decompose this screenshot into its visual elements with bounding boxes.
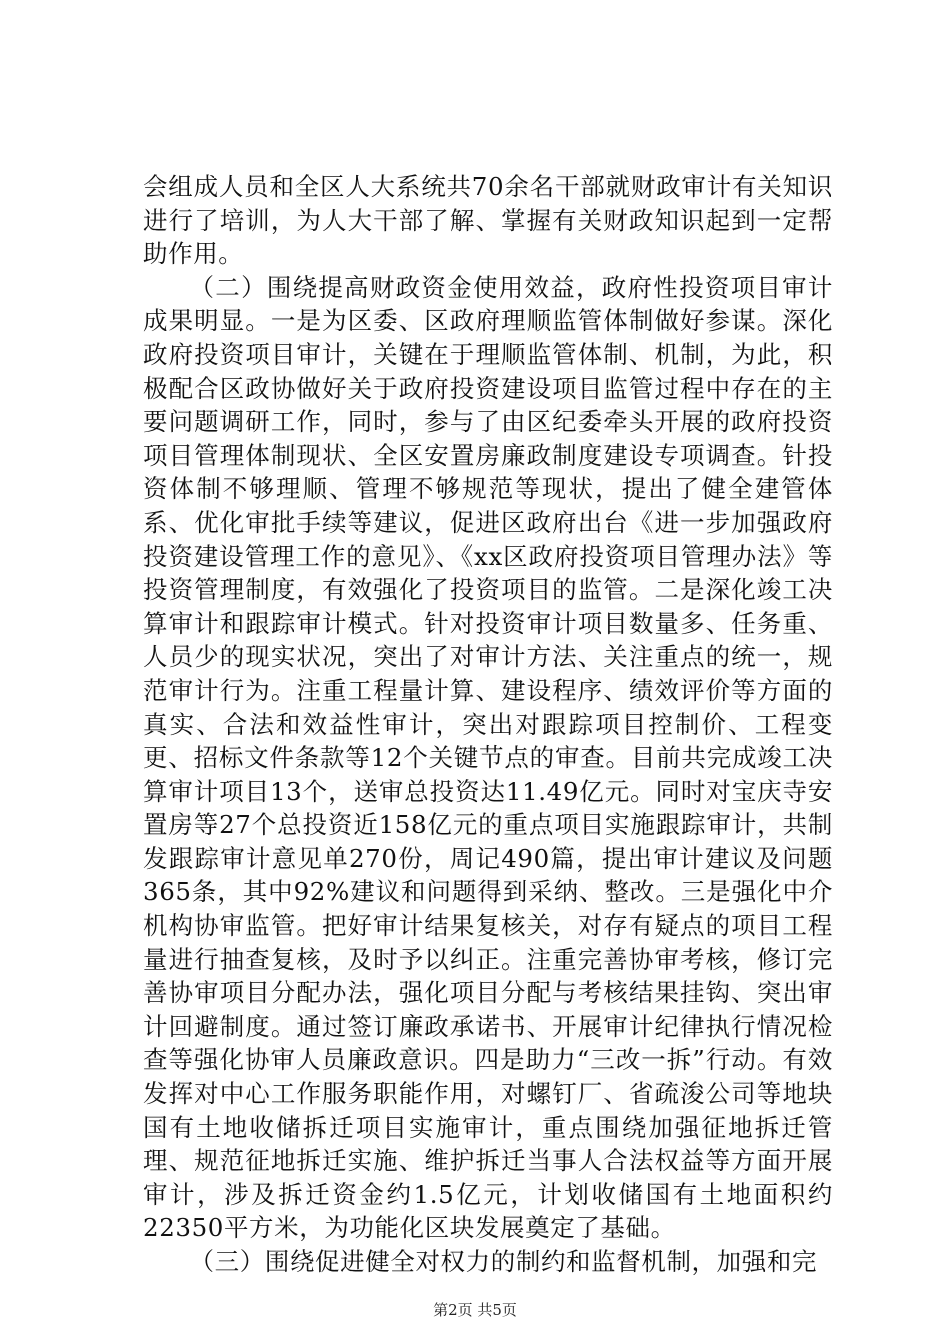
page-footer: 第2页 共5页 [433, 1301, 517, 1319]
document-body [143, 170, 833, 1279]
paragraph-power-supervision: （三）围绕促进健全对权力的制约和监督机制，加强和完 [189, 1247, 818, 1276]
paragraph-investment-audit: （二）围绕提高财政资金使用效益，政府性投资项目审计成果明显。一是为区委、区政府理顺监管体制做好参谋。深化政府投资项目审计，关键在于理顺监管体制、机制，为此，积极配合区政协做好关于政府投资建设项目监管过程中存在的主要问题调研工作，同时，参与了由区纪委牵头开展的政府投资项目管理体制现状、全区安置房廉政制度建设专项调查。针投资体制不够理顺、管理不够规范等现状，提出了健全建管体系、优化审批手续等建议，促进区政府出台《进一步加强政府投资建设管理工作的意见》、《xx区政府投资项目管理办法》等投资管理制度，有效强化了投资项目的监管。二是深化竣工决算审计和跟踪审计模式。针对投资审计项目数量多、任务重、人员少的现实状况，突出了对审计方法、关注重点的统一，规范审计行为。注重工程量计算、建设程序、绩效评价等方面的真实、合法和效益性审计，突出对跟踪项目控制价、工程变更、招标文件条款等12个关键节点的审查。目前共完成竣工决算审计项目13个，送审总投资达11.49亿元。同时对宝庆寺安置房等27个总投资近158亿元的重点项目实施跟踪审计，共制发跟踪审计意见单270份，周记490篇，提出审计建议及问题365条，其中92%建议和问题得到采纳、整改。三是强化中介机构协审监管。把好审计结果复核关，对存有疑点的项目工程量进行抽查复核，及时予以纠正。注重完善协审考核，修订完善协审项目分配办法，强化项目分配与考核结果挂钩、突出审计回避制度。通过签订廉政承诺书、开展审计纪律执行情况检查等强化协审人员廉政意识。四是助力“三改一拆”行动。有效发挥对中心工作服务职能作用，对螺钉厂、省疏浚公司等地块国有土地收储拆迁项目实施审计，重点围绕加强征地拆迁管理、规范征地拆迁实施、维护拆迁当事人合法权益等方面开展审计，涉及拆迁资金约1.5亿元，计划收储国有土地面积约22350平方米，为功能化区块发展奠定了基础。 [143, 272, 833, 1243]
paragraph-continuation: 会组成人员和全区人大系统共70余名干部就财政审计有关知识进行了培训，为人大干部了解、掌握有关财政知识起到一定帮助作用。 [143, 172, 833, 269]
